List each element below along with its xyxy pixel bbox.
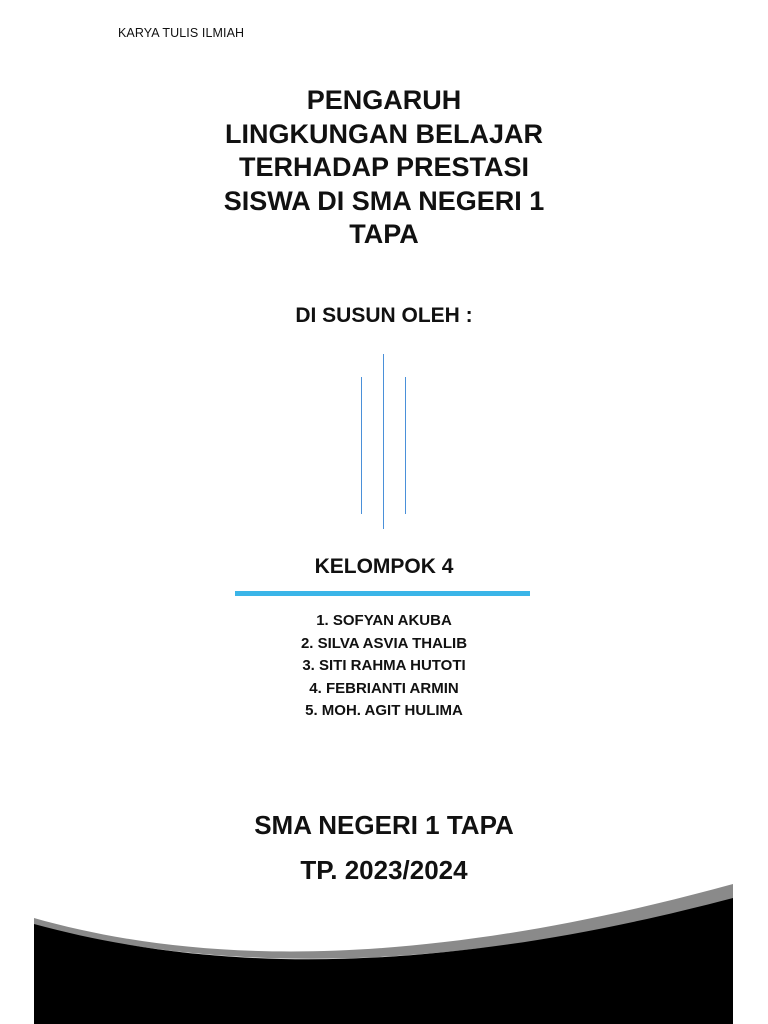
member-list: [234, 610, 534, 723]
member-item: 5. MOH. AGIT HULIMA: [305, 702, 463, 719]
school-name: SMA NEGERI 1 TAPA: [254, 810, 514, 840]
member-item: 1. SOFYAN AKUBA: [316, 612, 452, 629]
compiled-by-label: DI SUSUN OLEH :: [295, 304, 473, 327]
document-type-label: KARYA TULIS ILMIAH: [118, 26, 245, 40]
title-line: TAPA: [349, 219, 419, 249]
title-line: PENGARUH: [306, 85, 462, 115]
decorative-line-left: [361, 377, 362, 514]
group-name: KELOMPOK 4: [314, 555, 454, 578]
footer-wave-decoration: [0, 880, 768, 1024]
member-item: 2. SILVA ASVIA THALIB: [300, 634, 468, 652]
member-item: 3. SITI RAHMA HUTOTI: [302, 657, 466, 674]
decorative-line-right: [405, 377, 406, 514]
group-underline: [235, 591, 530, 596]
title-line: LINGKUNGAN BELAJAR: [224, 118, 543, 149]
school-year: TP. 2023/2024: [300, 855, 468, 885]
document-title: [184, 84, 584, 252]
title-line: TERHADAP PRESTASI: [238, 152, 530, 182]
member-item: 4. FEBRIANTI ARMIN: [309, 679, 459, 697]
title-line: SISWA DI SMA NEGERI 1: [223, 185, 545, 216]
decorative-line-center: [383, 354, 384, 529]
